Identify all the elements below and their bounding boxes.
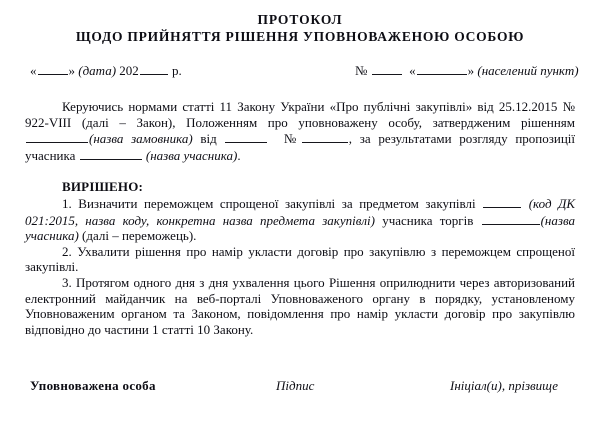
date-hint-label: (дата) [78,63,117,78]
date-quote-close: » [68,63,75,78]
decision-item-1-number: 1. [62,195,72,211]
initials-hint-label: Ініціал(и), прізвище [450,378,559,393]
decision-item-2-text: Ухвалити рішення про намір укласти договір про закупівлю з переможцем спрощеної закупівлі. [25,243,575,275]
preamble-text-part4: . [237,147,241,163]
procurement-subject-blank[interactable] [483,195,521,208]
locality-blank[interactable] [417,62,467,75]
decision-item-3-number: 3. [62,274,72,290]
decision-item-2-number: 2. [62,243,72,259]
page-subtitle: ЩОДО ПРИЙНЯТТЯ РІШЕННЯ УПОВНОВАЖЕНОЮ ОСОБОЮ [75,29,525,44]
signatory-role-label: Уповноважена особа [30,378,156,393]
document-date-field [30,62,182,79]
signature-row [0,378,600,398]
document-number-and-locality-field [355,62,579,79]
decision-item-1 [25,195,575,244]
date-quote-open: « [30,63,37,78]
decision-item-2 [25,244,575,275]
customer-name-blank[interactable] [26,130,88,143]
participant-name-blank-1[interactable] [80,147,142,160]
date-day-blank[interactable] [38,62,68,75]
locality-quote-open: « [409,63,416,78]
decision-number-blank[interactable] [302,130,348,143]
decision-item-3 [25,275,575,337]
decision-date-blank[interactable] [225,130,267,143]
decision-heading: ВИРІШЕНО: [62,179,144,195]
title-block [25,0,575,46]
number-symbol: № [355,63,368,78]
preamble-number-symbol: № [283,131,301,147]
document-number-blank[interactable] [372,62,402,75]
customer-name-hint: (назва замовника) [89,131,193,147]
preamble-text-part3: , за результатами розгляду пропозиції учасника [25,131,576,163]
page-title: ПРОТОКОЛ [257,12,343,27]
preamble-text-part2: від [192,131,225,147]
document-meta-row [25,62,579,80]
document-body [25,99,575,337]
decision-item-1-text-middle: учасника торгів [374,212,481,228]
date-year-suffix: р. [168,63,182,78]
signature-hint-label: Підпис [276,378,315,393]
preamble-paragraph [25,99,575,163]
locality-hint-label: (населений пункт) [477,63,579,78]
decision-item-1-text-after: (далі – переможець). [78,228,197,244]
procurement-code-hint: (код ДК 021:2015, назва коду, конкретна назва предмета закупівлі) [25,195,576,228]
decision-item-1-text-before: Визначити переможцем спрощеної закупівлі за предметом закупівлі [71,195,483,211]
date-year-blank[interactable] [140,62,168,75]
preamble-text-part1: Керуючись нормами статті 11 Закону України «Про публічні закупівлі» від 25.12.2015 № 922-VIII (далі – Закон), Положенням про уповноважену особу, затвердженим рішенням [25,99,575,130]
decision-item-3-text: Протягом одного дня з дня ухвалення цього Рішення оприлюднити через авторизований електронний майданчик на веб-порталі Уповноваженого органу в порядку, установленому Уповноваженим органом та Законом, повідомлення про намір укласти договір про закупівлю відповідно до частини 1 статті 10 Закону. [25,274,575,337]
date-year-prefix: 202 [119,63,139,78]
participant-name-hint-1: (назва учасника) [145,147,238,163]
participant-name-hint-2: (назва учасника) [25,212,575,244]
participant-name-blank-2[interactable] [482,212,540,225]
locality-quote-close: » [467,63,475,78]
